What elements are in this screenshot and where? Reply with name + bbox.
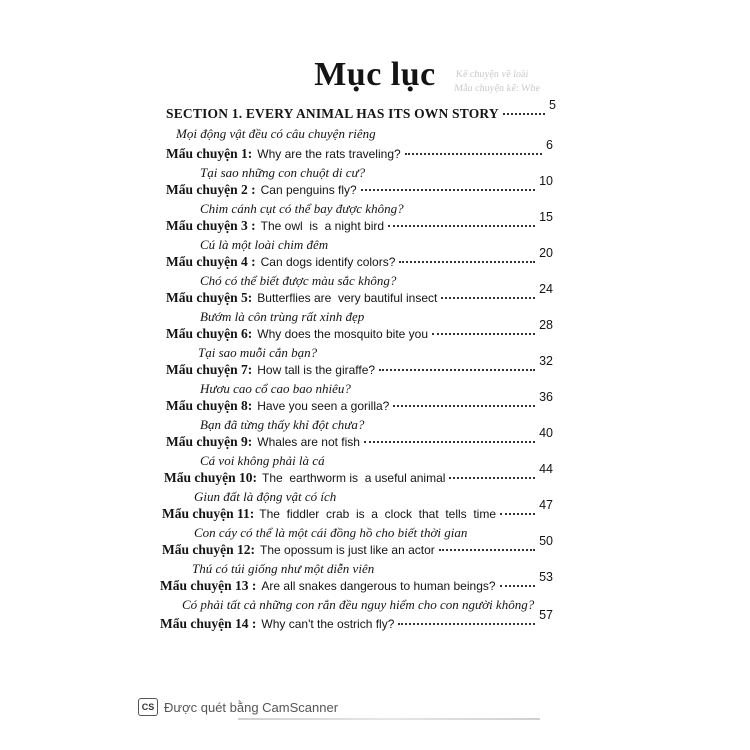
dot-leader: [379, 369, 535, 371]
entry-page-number: 10: [539, 174, 553, 188]
toc-entry[interactable]: [166, 354, 553, 378]
entry-page-number: 28: [539, 318, 553, 332]
dot-leader: [449, 477, 535, 479]
entry-title: Can dogs identify colors?: [260, 255, 396, 269]
dot-leader: [432, 333, 535, 335]
entry-title: The fiddler crab is a clock that tells time: [259, 507, 497, 521]
toc-entry[interactable]: [166, 318, 553, 342]
entry-subtitle: Bạn đã từng thấy khỉ đột chưa?: [200, 417, 365, 432]
entry-title: Whales are not fish: [257, 435, 360, 449]
dot-leader: [388, 225, 535, 227]
toc-entry[interactable]: [160, 608, 553, 632]
dot-leader: [399, 261, 535, 263]
dot-leader: [405, 153, 542, 155]
entry-page-number: 36: [539, 390, 553, 404]
entry-page-number: 20: [539, 246, 553, 260]
entry-subtitle: Tại sao những con chuột di cư?: [200, 165, 366, 180]
entry-label: Mẩu chuyện 7:: [166, 362, 253, 377]
toc-entry[interactable]: [162, 534, 553, 558]
toc-entry[interactable]: [160, 570, 553, 594]
toc-entry[interactable]: [162, 498, 553, 522]
section-subtitle: Mọi động vật đều có câu chuyện riêng: [176, 126, 376, 141]
toc-entry[interactable]: [166, 138, 553, 162]
entry-title: The opossum is just like an actor: [260, 543, 435, 557]
bleed-through-line: Kể chuyện về loài: [455, 69, 529, 80]
dot-leader: [398, 623, 535, 625]
entry-label: Mẩu chuyện 10:: [164, 470, 258, 485]
entry-title: Butterflies are very bautiful insect: [257, 291, 438, 305]
entry-label: Mẩu chuyện 14 :: [160, 616, 257, 631]
entry-page-number: 44: [539, 462, 553, 476]
dot-leader: [500, 585, 536, 587]
section-heading[interactable]: [166, 98, 556, 122]
entry-subtitle: Có phải tất cả những con rắn đều nguy hiểm cho con người không?: [182, 597, 535, 612]
entry-label: Mẩu chuyện 4 :: [166, 254, 256, 269]
entry-label: Mẩu chuyện 13 :: [160, 578, 257, 593]
entry-label: Mẩu chuyện 12:: [162, 542, 256, 557]
toc-entry[interactable]: [164, 462, 553, 486]
entry-page-number: 32: [539, 354, 553, 368]
entry-title: Why does the mosquito bite you: [257, 327, 429, 341]
entry-subtitle: Chó có thể biết được màu sắc không?: [200, 273, 397, 288]
dot-leader: [441, 297, 535, 299]
toc-entry[interactable]: [166, 210, 553, 234]
entry-subtitle: Cá voi không phải là cá: [200, 453, 325, 468]
toc-entry[interactable]: [166, 426, 553, 450]
dot-leader: [500, 513, 535, 515]
footer-divider: [238, 718, 540, 720]
dot-leader: [364, 441, 535, 443]
page-title: Mục lục: [314, 56, 436, 93]
section-page-number: 5: [549, 98, 556, 112]
entry-label: Mẩu chuyện 5:: [166, 290, 253, 305]
entry-label: Mẩu chuyện 11:: [162, 506, 255, 521]
toc-entry[interactable]: [166, 246, 553, 270]
entry-subtitle: Giun đất là động vật có ích: [194, 489, 337, 504]
dot-leader: [361, 189, 535, 191]
toc-entry[interactable]: [166, 174, 553, 198]
entry-title: Why can't the ostrich fly?: [261, 617, 395, 631]
entry-subtitle: Con cáy có thể là một cái đồng hồ cho biết thời gian: [194, 525, 468, 540]
scan-watermark: [138, 698, 338, 716]
entry-title: How tall is the giraffe?: [257, 363, 376, 377]
entry-subtitle: Tại sao muỗi cắn bạn?: [198, 345, 318, 360]
entry-page-number: 15: [539, 210, 553, 224]
entry-title: The owl is a night bird: [260, 219, 385, 233]
scan-watermark-text: Được quét bằng CamScanner: [164, 699, 339, 715]
entry-label: Mẩu chuyện 2 :: [166, 182, 256, 197]
entry-page-number: 57: [539, 608, 553, 622]
section-title: SECTION 1. EVERY ANIMAL HAS ITS OWN STORY: [166, 106, 499, 121]
dot-leader: [503, 113, 545, 115]
entry-subtitle: Chim cánh cụt có thể bay được không?: [200, 201, 404, 216]
bleed-through-line: Mẫu chuyện kể: Whe: [453, 83, 541, 94]
entry-page-number: 53: [539, 570, 553, 584]
dot-leader: [439, 549, 535, 551]
entry-title: The earthworm is a useful animal: [262, 471, 446, 485]
entry-page-number: 24: [539, 282, 553, 296]
toc-entry[interactable]: [166, 390, 553, 414]
entry-title: Have you seen a gorilla?: [257, 399, 390, 413]
entry-subtitle: Hươu cao cổ cao bao nhiêu?: [200, 381, 351, 396]
entry-label: Mẩu chuyện 6:: [166, 326, 253, 341]
dot-leader: [393, 405, 535, 407]
entry-title: Can penguins fly?: [260, 183, 357, 197]
entry-label: Mẩu chuyện 3 :: [166, 218, 256, 233]
entry-title: Are all snakes dangerous to human beings?: [261, 579, 496, 593]
entry-label: Mẩu chuyện 9:: [166, 434, 253, 449]
entry-page-number: 6: [546, 138, 553, 152]
entry-subtitle: Cú là một loài chim đêm: [200, 237, 329, 252]
entry-subtitle: Bướm là côn trùng rất xinh đẹp: [200, 309, 365, 324]
entry-page-number: 50: [539, 534, 553, 548]
entry-label: Mẩu chuyện 8:: [166, 398, 253, 413]
entry-page-number: 40: [539, 426, 553, 440]
camscanner-logo-icon: CS: [138, 698, 158, 716]
entry-title: Why are the rats traveling?: [257, 147, 401, 161]
entry-label: Mẩu chuyện 1:: [166, 146, 253, 161]
entry-subtitle: Thú có túi giống như một diễn viên: [192, 561, 375, 576]
toc-entry[interactable]: [166, 282, 553, 306]
entry-page-number: 47: [539, 498, 553, 512]
